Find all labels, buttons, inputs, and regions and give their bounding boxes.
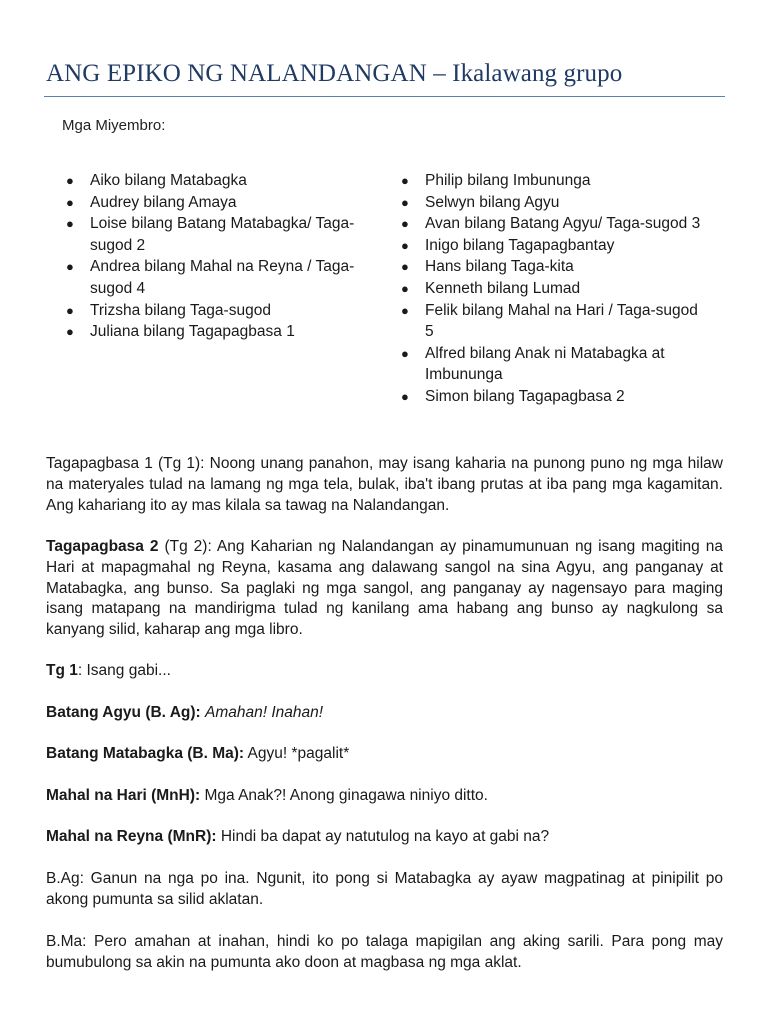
- members-list-right: [401, 170, 706, 408]
- bullet-icon: ●: [401, 345, 409, 361]
- list-item: ● Selwyn bilang Agyu: [401, 192, 706, 214]
- list-item: ● Felik bilang Mahal na Hari / Taga-sugod 5: [401, 301, 698, 341]
- list-item: ● Aiko bilang Matabagka: [66, 170, 356, 192]
- bullet-icon: ●: [401, 237, 409, 253]
- script-paragraph-tg2: Tagapagbasa 2 (Tg 2): Ang Kaharian ng Nalandangan ay pinamumunuan ng isang magiting na Hari at mapagmahal ng Reyna, kasama ang dalawang sangol na sina Agyu, ang panganay at Matabagka, ang bunso. Sa paglaki ng mga sangol, ang panganay ay nagensayo para maging isang matapang na mandirigma tulad ng kanilang ama habang ang bunso ay nagkulong sa kanyang silid, kaharap ang mga libro.: [46, 538, 723, 639]
- list-item: ● Andrea bilang Mahal na Reyna / Taga-sugod 4: [66, 258, 355, 297]
- list-item: ● Audrey bilang Amaya: [66, 192, 356, 214]
- speaker-label: Batang Agyu (B. Ag):: [46, 704, 201, 721]
- list-item: ● Simon bilang Tagapagbasa 2: [401, 386, 706, 408]
- speaker-label: Tg 1: [46, 662, 78, 679]
- script-paragraph: B.Ma: Pero amahan at inahan, hindi ko po talaga mapigilan ang aking sarili. Para pong may bumubulong sa akin na pumunta ako doon at magbasa ng mga aklat.: [46, 933, 723, 971]
- bullet-icon: ●: [66, 216, 74, 232]
- list-item: ● Trizsha bilang Taga-sugod: [66, 300, 356, 322]
- script-line: Mahal na Hari (MnH): Mga Anak?! Anong ginagawa niniyo ditto.: [46, 787, 488, 804]
- bullet-icon: ●: [401, 388, 409, 404]
- speaker-label: Tagapagbasa 2: [46, 538, 159, 555]
- members-label: Mga Miyembro:: [62, 117, 166, 134]
- members-list-left: [66, 170, 356, 343]
- bullet-icon: ●: [401, 194, 409, 210]
- list-item: ● Juliana bilang Tagapagbasa 1: [66, 321, 356, 343]
- bullet-icon: ●: [401, 302, 409, 318]
- bullet-icon: ●: [66, 173, 74, 188]
- bullet-icon: ●: [66, 194, 74, 210]
- speaker-label: Mahal na Hari (MnH):: [46, 787, 201, 804]
- document-title: ANG EPIKO NG NALANDANGAN – Ikalawang grupo: [46, 60, 623, 87]
- speaker-label: Batang Matabagka (B. Ma):: [46, 745, 245, 762]
- list-item: ● Alfred bilang Anak ni Matabagka at Imbununga: [401, 344, 665, 384]
- list-item: ● Hans bilang Taga-kita: [401, 256, 706, 278]
- bullet-icon: ●: [66, 259, 74, 275]
- script-line: Batang Matabagka (B. Ma): Agyu! *pagalit*: [46, 745, 350, 762]
- bullet-icon: ●: [401, 280, 409, 296]
- bullet-icon: ●: [66, 302, 74, 318]
- script-paragraph: B.Ag: Ganun na nga po ina. Ngunit, ito pong si Matabagka ay ayaw magpatinag at pinipilit po akong pumunta sa silid aklatan.: [46, 870, 723, 908]
- speaker-label: Mahal na Reyna (MnR):: [46, 828, 217, 845]
- script-line: Mahal na Reyna (MnR): Hindi ba dapat ay natutulog na kayo at gabi na?: [46, 828, 550, 845]
- bullet-icon: ●: [66, 324, 74, 340]
- list-item: ● Kenneth bilang Lumad: [401, 278, 706, 300]
- list-item: ● Inigo bilang Tagapagbantay: [401, 235, 706, 257]
- bullet-icon: ●: [401, 173, 409, 188]
- script-line: Batang Agyu (B. Ag): Amahan! Inahan!: [46, 704, 324, 721]
- bullet-icon: ●: [401, 259, 409, 275]
- title-underline: [44, 96, 725, 97]
- list-item: ● Philip bilang Imbununga: [401, 170, 706, 192]
- list-item: ● Loise bilang Batang Matabagka/ Taga-sugod 2: [66, 215, 355, 254]
- list-item: ● Avan bilang Batang Agyu/ Taga-sugod 3: [401, 213, 706, 235]
- script-paragraph-tg1: Tagapagbasa 1 (Tg 1): Noong unang panahon, may isang kaharia na punong puno ng mga hilaw na materyales tulad na lamang ng mga tela, bulak, iba't ibang prutas at iba pang mga kagamitan. Ang kahariang ito ay mas kilala sa tawag na Nalandangan.: [46, 455, 723, 514]
- script-line: Tg 1: Isang gabi...: [46, 662, 171, 679]
- bullet-icon: ●: [401, 216, 409, 232]
